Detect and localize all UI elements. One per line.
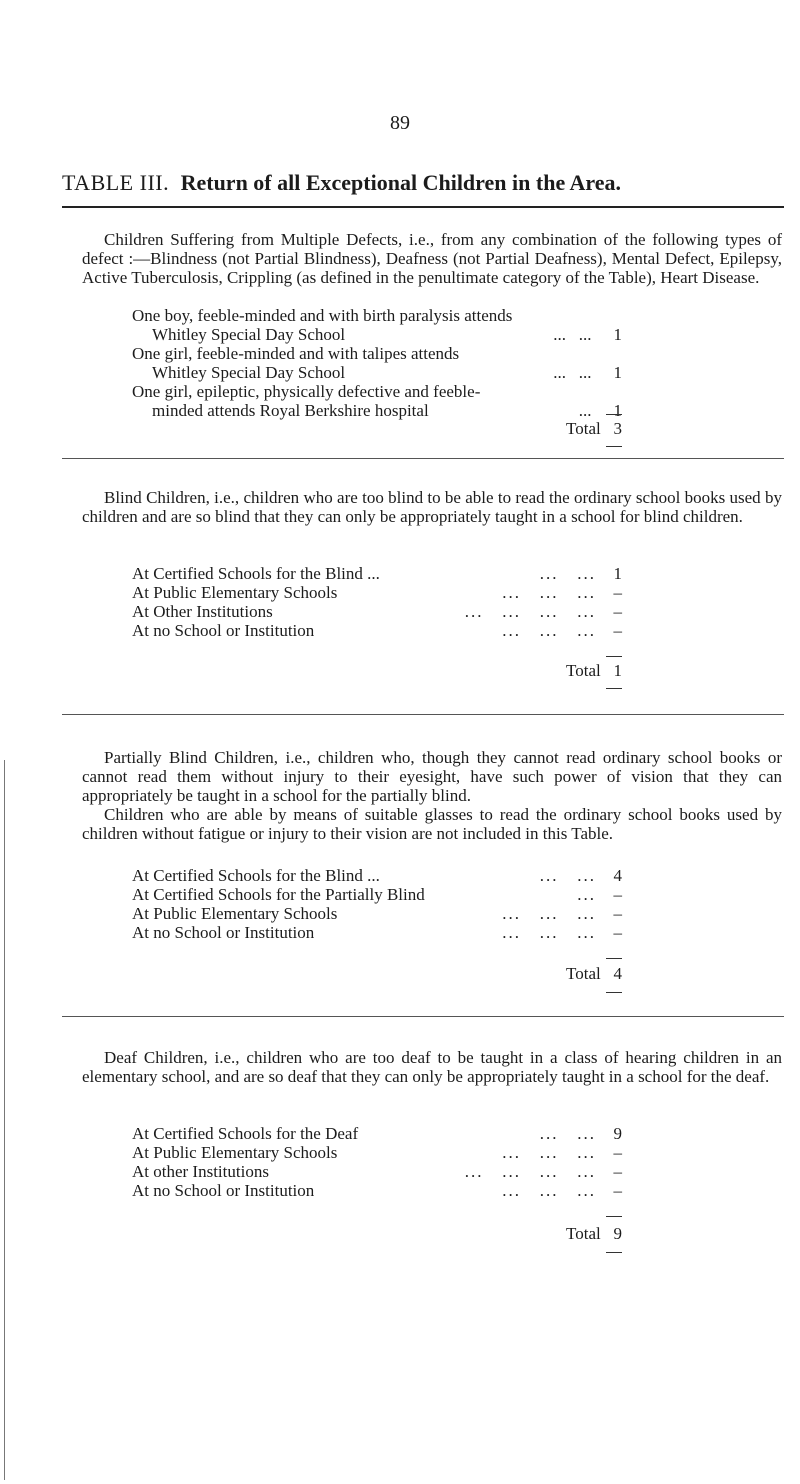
leader-dots: ... ... [553,363,592,382]
partially-blind-note-text: Children who are able by means of suitable glasses to read the ordinary school books used by children without fatigue or injury to their vision are not included in this Table. [82,805,782,843]
blind-rows [132,564,622,640]
page-number: 89 [390,112,410,134]
blind-intro-text: Blind Children, i.e., children who are too blind to be able to read the ordinary school books used by children and are so blind that they can only be appropriately taught in a school for blind children. [82,488,782,526]
leader-dots: ... ... ... ... [464,602,596,621]
partially-blind-intro-text: Partially Blind Children, i.e., children who, though they cannot read ordinary school books or cannot read them without injury to their eyesight, have such power of vision that they can appropriately be taught in a school for the partially blind. [82,748,782,805]
table-label: TABLE III. [62,170,170,195]
item-line: minded attends Royal Berkshire hospital [152,401,429,420]
item-line: One girl, epileptic, physically defective and feeble- [132,382,481,401]
table-row [132,564,622,583]
partially-blind-note [82,805,782,843]
table-row [132,583,622,602]
table-row [132,885,622,904]
section-divider [62,714,784,715]
total-value: 3 [613,419,622,438]
table-row [132,1143,622,1162]
row-value: – [613,583,622,602]
total-rule [606,958,622,959]
item-count: 1 [613,363,622,382]
total-label: Total [566,1224,601,1243]
item-count: 1 [613,325,622,344]
total-rule [606,1216,622,1217]
multiple-defects-list [132,306,622,420]
row-value: – [613,602,622,621]
total-rule [606,1252,622,1253]
total-row [450,1224,622,1244]
deaf-intro-text: Deaf Children, i.e., children who are too deaf to be taught in a class of hearing children in an elementary school, and are so deaf that they can only be appropriately taught in a school for the deaf. [82,1048,782,1086]
row-label: At no School or Institution [132,923,315,942]
leader-dots: ... ... [539,564,596,583]
table-row [132,904,622,923]
row-label: At Certified Schools for the Partially Blind [132,885,425,904]
leader-dots: ... ... [539,1124,596,1143]
item-line: One boy, feeble-minded and with birth paralysis attends [132,306,513,325]
row-value: – [613,1143,622,1162]
total-rule [606,446,622,447]
row-value: 4 [613,866,622,885]
total-rule [606,656,622,657]
section-divider [62,458,784,459]
partially-blind-rows [132,866,622,942]
total-label: Total [566,419,601,438]
row-value: – [613,621,622,640]
row-value: – [613,1181,622,1200]
section-divider [62,1016,784,1017]
table-row [132,1181,622,1200]
leader-dots: ... ... ... [502,923,596,942]
deaf-intro [82,1048,782,1086]
total-row [450,964,622,984]
list-item [132,382,622,420]
row-label: At Other Institutions [132,602,273,621]
total-rule [606,688,622,689]
total-rule [606,414,622,415]
leader-dots: ... [577,885,596,904]
leader-dots: ... ... [553,325,592,344]
item-line: Whitley Special Day School [152,363,346,382]
total-value: 9 [613,1224,622,1243]
total-label: Total [566,661,601,680]
leader-dots: ... ... [539,866,596,885]
table-row [132,1162,622,1181]
row-label: At Certified Schools for the Blind ... [132,866,380,885]
row-value: 9 [613,1124,622,1143]
leader-dots: ... ... ... [502,1181,596,1200]
total-label: Total [566,964,601,983]
list-item [132,306,622,344]
total-value: 1 [613,661,622,680]
item-count: 1 [613,401,622,420]
table-row [132,602,622,621]
table-heading [62,170,782,196]
multiple-defects-intro [82,230,782,287]
table-row [132,923,622,942]
blind-intro [82,488,782,526]
row-value: – [613,904,622,923]
row-label: At Public Elementary Schools [132,583,338,602]
table-row [132,621,622,640]
leader-dots: ... ... ... ... [464,1162,596,1181]
item-line: Whitley Special Day School [152,325,346,344]
list-item [132,344,622,382]
row-value: 1 [613,564,622,583]
page-edge-line [4,760,5,1480]
row-value: – [613,1162,622,1181]
row-label: At no School or Institution [132,621,315,640]
table-row [132,1124,622,1143]
total-row [450,661,622,681]
table-row [132,866,622,885]
partially-blind-intro [82,748,782,805]
total-value: 4 [613,964,622,983]
leader-dots: ... ... ... [502,1143,596,1162]
row-label: At Public Elementary Schools [132,1143,338,1162]
deaf-rows [132,1124,622,1200]
leader-dots: ... [578,401,592,420]
row-label: At Public Elementary Schools [132,904,338,923]
row-label: At Certified Schools for the Deaf [132,1124,359,1143]
row-label: At Certified Schools for the Blind ... [132,564,380,583]
item-line: One girl, feeble-minded and with talipes attends [132,344,460,363]
total-rule [606,992,622,993]
table-title: Return of all Exceptional Children in the Area. [180,170,622,195]
multiple-defects-intro-text: Children Suffering from Multiple Defects, i.e., from any combination of the following types of defect :—Blindness (not Partial Blindness), Deafness (not Partial Deafness), Mental Defect, Epilepsy, Active Tuberculosis, Crippling (as defined in the penultimate category of the Table), Heart Disease. [82,230,782,287]
row-value: – [613,923,622,942]
heading-rule [62,206,784,208]
row-value: – [613,885,622,904]
leader-dots: ... ... ... [502,583,596,602]
leader-dots: ... ... ... [502,904,596,923]
row-label: At no School or Institution [132,1181,315,1200]
leader-dots: ... ... ... [502,621,596,640]
total-row [450,419,622,439]
row-label: At other Institutions [132,1162,269,1181]
